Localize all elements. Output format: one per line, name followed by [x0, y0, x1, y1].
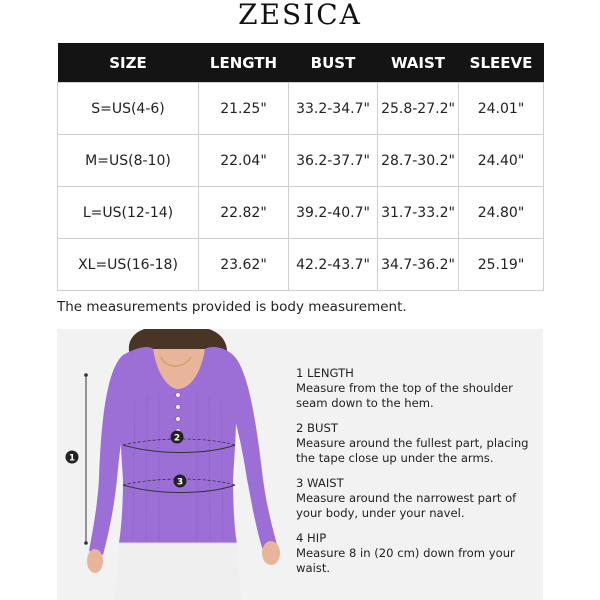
cell-waist: 34.7-36.2": [378, 239, 459, 291]
step-length: [296, 366, 541, 411]
step-waist: [296, 476, 541, 521]
marker-length: [66, 451, 79, 464]
cell-size: M=US(8-10): [58, 135, 199, 187]
svg-text:1: 1: [68, 453, 76, 464]
step-title: 2 BUST: [296, 421, 338, 435]
measurement-guide-panel: [57, 329, 543, 600]
cell-sleeve: 25.19": [459, 239, 544, 291]
header-size: SIZE: [58, 43, 199, 83]
cell-bust: 42.2-43.7": [289, 239, 378, 291]
cell-waist: 31.7-33.2": [378, 187, 459, 239]
measurement-note: The measurements provided is body measurement.: [57, 299, 407, 315]
cell-length: 22.82": [199, 187, 289, 239]
step-title: 1 LENGTH: [296, 366, 354, 380]
cell-waist: 28.7-30.2": [378, 135, 459, 187]
step-title: 3 WAIST: [296, 476, 344, 490]
step-desc: Measure around the narrowest part of your body, under your navel.: [296, 491, 517, 520]
svg-text:2: 2: [173, 433, 181, 444]
svg-text:3: 3: [176, 477, 184, 488]
cell-sleeve: 24.40": [459, 135, 544, 187]
right-hand: [262, 541, 280, 565]
table-row: [58, 187, 544, 239]
header-sleeve: SLEEVE: [459, 43, 544, 83]
table-row: [58, 83, 544, 135]
brand-logo: ZESICA: [238, 0, 362, 31]
cell-size: XL=US(16-18): [58, 239, 199, 291]
cell-sleeve: 24.80": [459, 187, 544, 239]
cell-size: L=US(12-14): [58, 187, 199, 239]
cell-length: 22.04": [199, 135, 289, 187]
step-desc: Measure from the top of the shoulder seam down to the hem.: [296, 381, 513, 410]
size-chart-table: [57, 43, 544, 291]
table-header-row: [58, 43, 544, 83]
table-row: [58, 239, 544, 291]
step-desc: Measure 8 in (20 cm) down from your waist.: [296, 546, 515, 575]
step-hip: [296, 531, 541, 576]
header-waist: WAIST: [378, 43, 459, 83]
step-desc: Measure around the fullest part, placing the tape close up under the arms.: [296, 436, 529, 465]
marker-waist: [174, 475, 187, 488]
cell-bust: 39.2-40.7": [289, 187, 378, 239]
header-length: LENGTH: [199, 43, 289, 83]
cell-bust: 36.2-37.7": [289, 135, 378, 187]
table-row: [58, 135, 544, 187]
cell-length: 21.25": [199, 83, 289, 135]
cell-length: 23.62": [199, 239, 289, 291]
left-hand: [87, 549, 103, 573]
cell-sleeve: 24.01": [459, 83, 544, 135]
header-bust: BUST: [289, 43, 378, 83]
cell-waist: 25.8-27.2": [378, 83, 459, 135]
cell-bust: 33.2-34.7": [289, 83, 378, 135]
white-pants: [115, 543, 241, 600]
cell-size: S=US(4-6): [58, 83, 199, 135]
marker-bust: [171, 431, 184, 444]
measurement-steps: [296, 366, 541, 586]
step-bust: [296, 421, 541, 466]
step-title: 4 HIP: [296, 531, 327, 545]
